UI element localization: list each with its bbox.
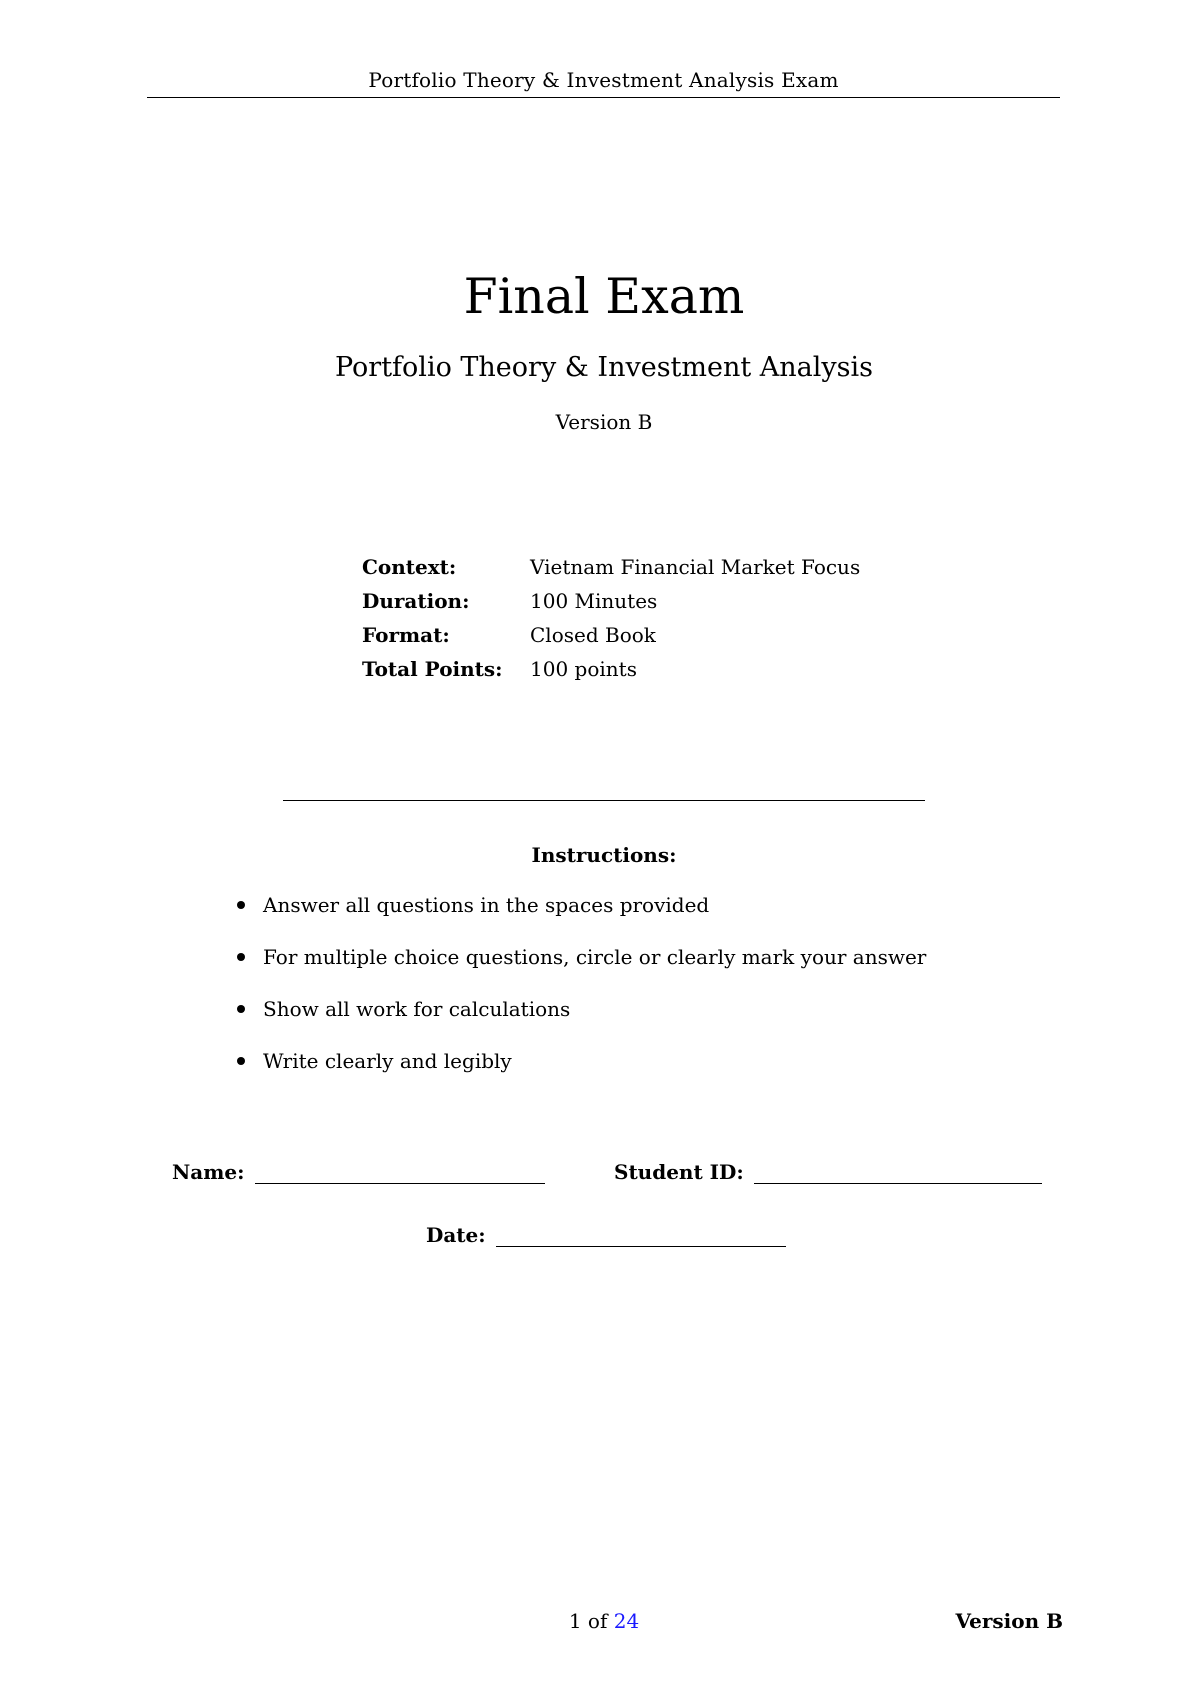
info-label: Duration: xyxy=(362,589,470,613)
exam-subtitle: Portfolio Theory & Investment Analysis xyxy=(334,352,874,383)
info-value: Vietnam Financial Market Focus xyxy=(530,555,861,579)
date-blank[interactable] xyxy=(496,1228,786,1247)
bullet-icon xyxy=(237,901,245,909)
date-field xyxy=(426,1223,786,1247)
page-of: of xyxy=(587,1609,608,1633)
instruction-item: Write clearly and legibly xyxy=(237,1049,926,1101)
name-field xyxy=(172,1160,545,1184)
info-row-duration xyxy=(362,584,860,618)
student-id-blank[interactable] xyxy=(754,1165,1042,1184)
exam-title: Final Exam xyxy=(463,268,745,325)
section-divider xyxy=(283,800,925,801)
info-value: Closed Book xyxy=(530,623,656,647)
info-row-context xyxy=(362,550,860,584)
info-row-total-points xyxy=(362,652,860,686)
page-total-link[interactable]: 24 xyxy=(613,1609,640,1633)
name-blank[interactable] xyxy=(255,1165,545,1184)
instruction-item: For multiple choice questions, circle or clearly mark your answer xyxy=(237,945,926,997)
bullet-icon xyxy=(237,1005,245,1013)
instructions-list xyxy=(237,893,926,1101)
bullet-icon xyxy=(237,1057,245,1065)
info-row-format xyxy=(362,618,860,652)
info-label: Total Points: xyxy=(362,657,503,681)
info-value: 100 points xyxy=(530,657,637,681)
footer-version: Version B xyxy=(955,1609,1063,1633)
student-id-field xyxy=(614,1160,1042,1184)
date-label: Date: xyxy=(426,1223,486,1247)
instruction-item: Answer all questions in the spaces provided xyxy=(237,893,926,945)
name-label: Name: xyxy=(172,1160,245,1184)
header-rule xyxy=(147,97,1060,98)
exam-version: Version B xyxy=(555,410,653,434)
instruction-item: Show all work for calculations xyxy=(237,997,926,1049)
info-label: Format: xyxy=(362,623,450,647)
bullet-icon xyxy=(237,953,245,961)
info-label: Context: xyxy=(362,555,457,579)
instructions-heading: Instructions: xyxy=(531,843,677,867)
student-id-label: Student ID: xyxy=(614,1160,744,1184)
page-current: 1 xyxy=(568,1609,582,1633)
exam-info-table xyxy=(362,550,860,686)
running-header: Portfolio Theory & Investment Analysis Exam xyxy=(368,68,839,92)
info-value: 100 Minutes xyxy=(530,589,658,613)
